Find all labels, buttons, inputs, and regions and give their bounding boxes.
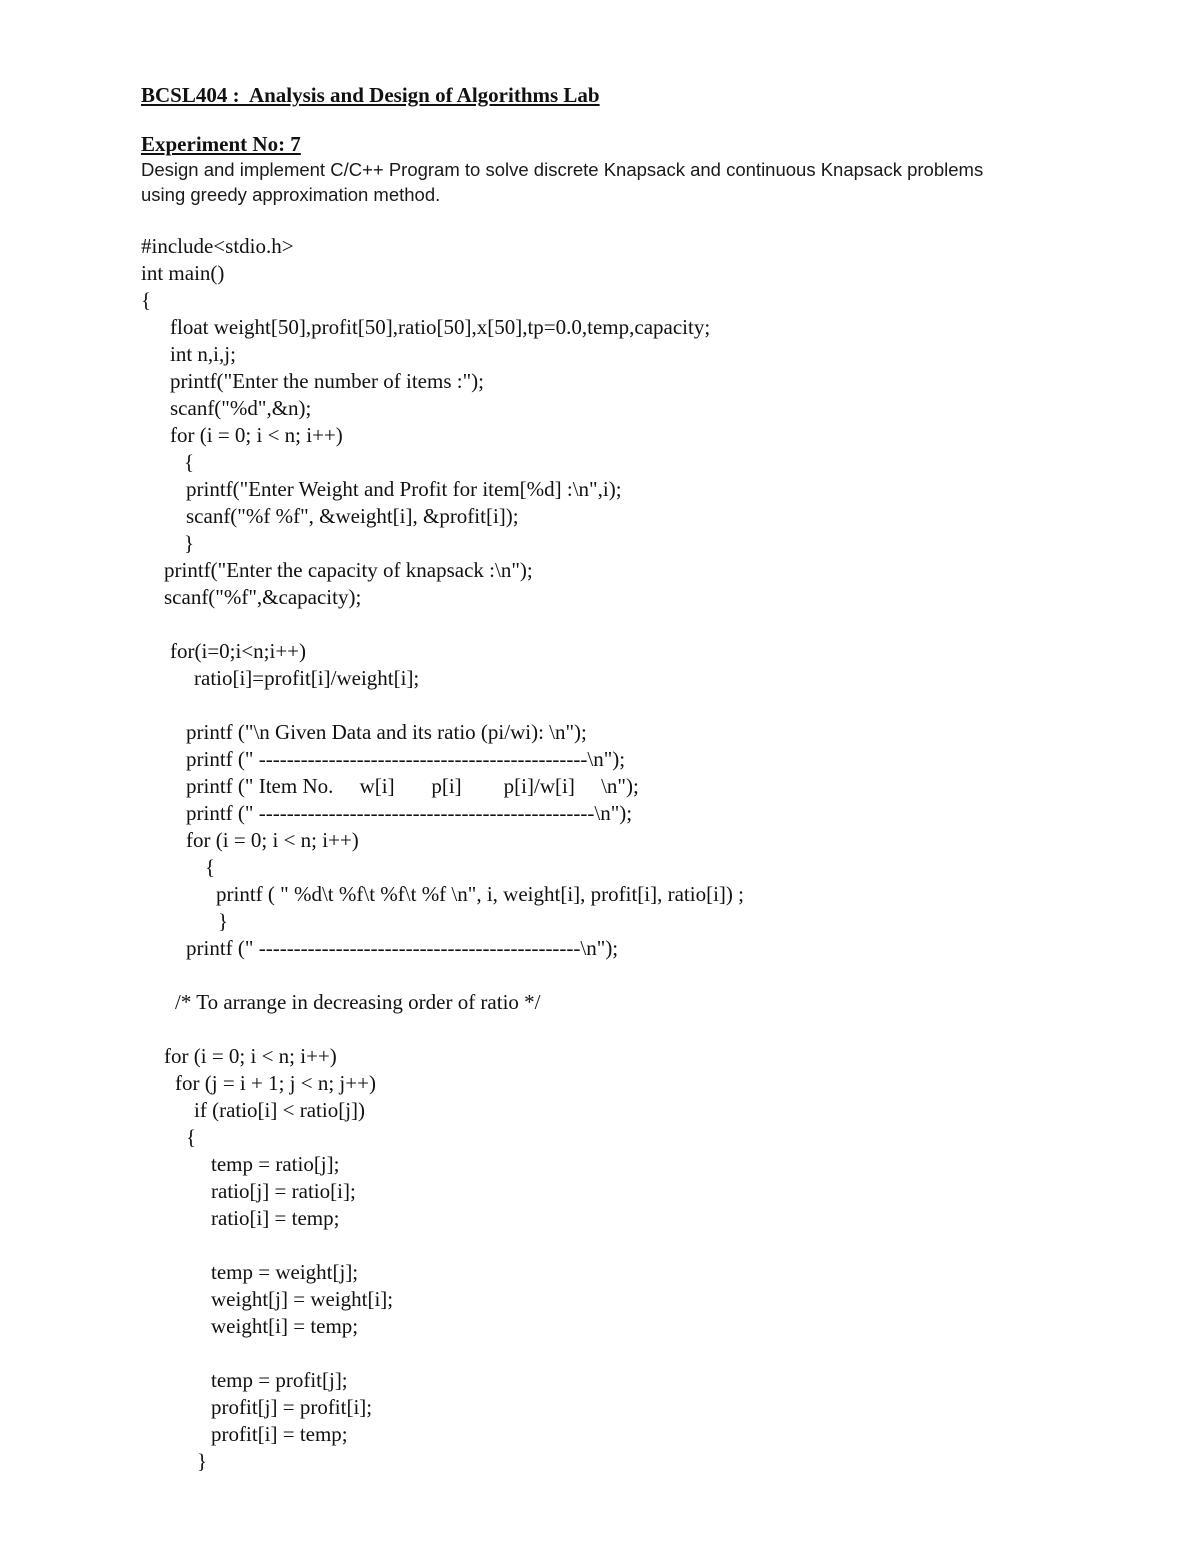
code-line: float weight[50],profit[50],ratio[50],x[50],tp=0.0,temp,capacity; — [170, 315, 711, 339]
code-line: { — [205, 855, 216, 879]
code-line: printf("Enter the number of items :"); — [170, 369, 484, 393]
code-line: #include<stdio.h> — [141, 234, 294, 258]
code-line: scanf("%f %f", &weight[i], &profit[i]); — [186, 504, 519, 528]
code-line: if (ratio[i] < ratio[j]) — [194, 1098, 366, 1122]
experiment-heading: Experiment No: 7 — [141, 132, 301, 156]
code-line: scanf("%d",&n); — [170, 396, 312, 420]
code-line: temp = profit[j]; — [211, 1368, 348, 1392]
description-line: using greedy approximation method. — [141, 184, 441, 205]
code-line: { — [141, 288, 152, 312]
code-line: } — [184, 531, 195, 555]
code-line: printf ("\n Given Data and its ratio (pi/wi): \n"); — [186, 720, 587, 744]
code-line: profit[j] = profit[i]; — [211, 1395, 373, 1419]
code-line: ratio[j] = ratio[i]; — [211, 1179, 356, 1203]
code-line: printf("Enter Weight and Profit for item[%d] :\n",i); — [186, 477, 622, 501]
code-line: scanf("%f",&capacity); — [164, 585, 362, 609]
code-line: for (i = 0; i < n; i++) — [170, 423, 343, 447]
code-line: ratio[i]=profit[i]/weight[i]; — [194, 666, 420, 690]
code-line: printf("Enter the capacity of knapsack :\n"); — [164, 558, 533, 582]
code-line: printf (" Item No. w[i] p[i] p[i]/w[i] \n"); — [186, 774, 639, 798]
code-line: printf (" -----------------------------------------------\n"); — [186, 747, 626, 771]
code-line: ratio[i] = temp; — [211, 1206, 340, 1230]
code-line: printf ( " %d\t %f\t %f\t %f \n", i, weight[i], profit[i], ratio[i]) ; — [216, 882, 745, 906]
code-line: weight[j] = weight[i]; — [211, 1287, 394, 1311]
code-line: temp = ratio[j]; — [211, 1152, 340, 1176]
code-line: for (i = 0; i < n; i++) — [164, 1044, 337, 1068]
code-line: /* To arrange in decreasing order of ratio */ — [175, 990, 541, 1014]
code-line: for(i=0;i<n;i++) — [170, 639, 307, 663]
code-line: int n,i,j; — [170, 342, 236, 366]
code-line: temp = weight[j]; — [211, 1260, 359, 1284]
code-line: } — [197, 1449, 208, 1473]
code-line: profit[i] = temp; — [211, 1422, 348, 1446]
code-line: { — [184, 450, 195, 474]
code-line: } — [218, 909, 229, 933]
description-line: Design and implement C/C++ Program to solve discrete Knapsack and continuous Knapsack problems — [141, 159, 984, 180]
code-line: for (i = 0; i < n; i++) — [186, 828, 359, 852]
code-line: weight[i] = temp; — [211, 1314, 359, 1338]
code-line: { — [186, 1125, 197, 1149]
document-title: BCSL404 : Analysis and Design of Algorithms Lab — [141, 83, 600, 107]
code-line: int main() — [141, 261, 225, 285]
code-line: printf (" ----------------------------------------------\n"); — [186, 936, 619, 960]
code-line: for (j = i + 1; j < n; j++) — [175, 1071, 376, 1095]
code-line: printf (" ------------------------------------------------\n"); — [186, 801, 633, 825]
